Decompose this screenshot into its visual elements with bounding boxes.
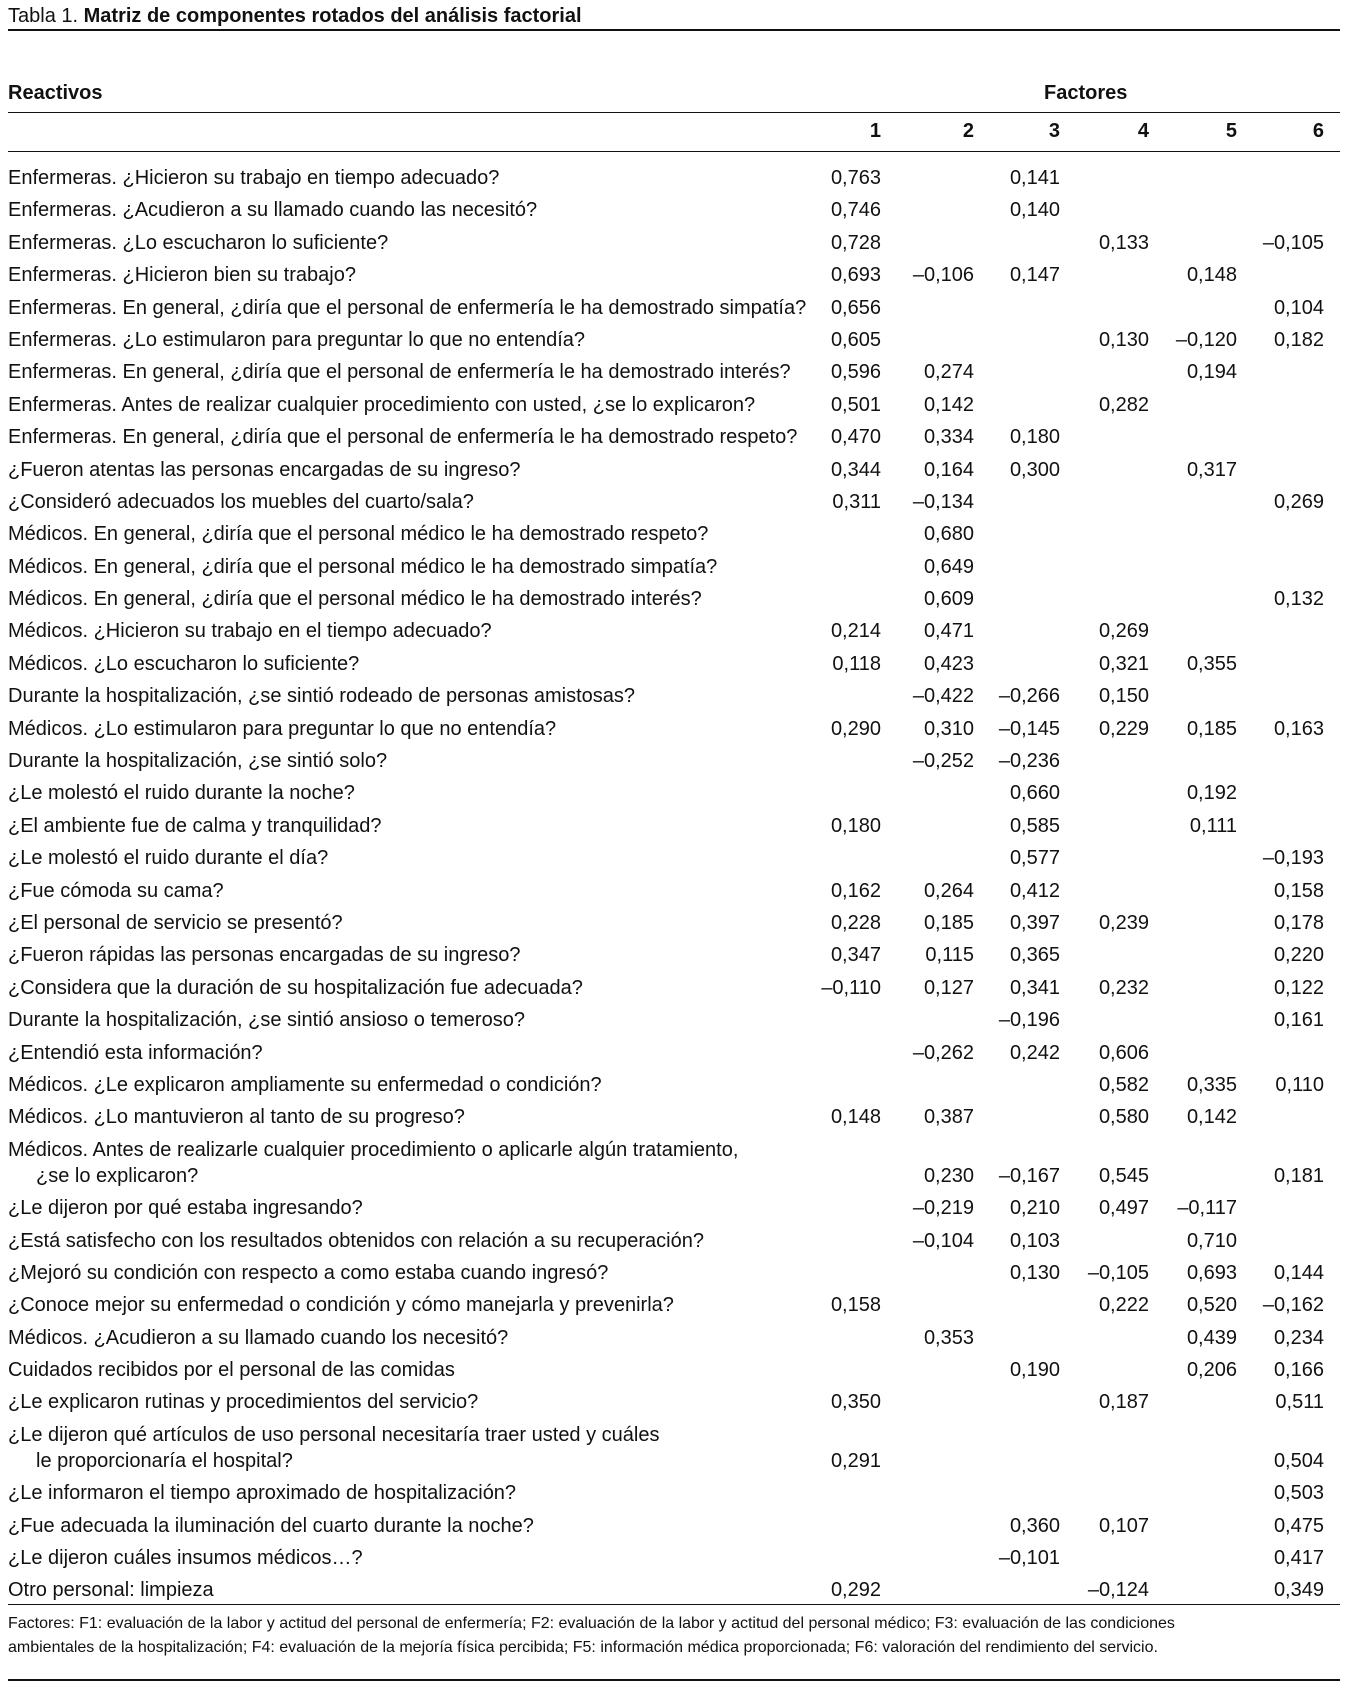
loading-f6: 0,349 [1273, 1579, 1324, 1602]
loading-f3: 0,300 [1009, 458, 1060, 481]
table-row [8, 324, 1340, 356]
loading-f6: 0,220 [1273, 944, 1324, 967]
row-label [8, 259, 356, 291]
loading-f1: 0,158 [830, 1294, 881, 1317]
row-label [8, 1510, 534, 1542]
table-row [8, 1225, 1340, 1257]
loading-f6: 0,503 [1273, 1482, 1324, 1505]
row-label-text: Médicos. ¿Lo estimularon para preguntar lo que no entendía? [8, 717, 557, 740]
table-row [8, 939, 1340, 971]
loading-f6: 0,122 [1273, 976, 1324, 999]
loading-f1: 0,605 [830, 328, 881, 351]
loading-f6: –0,105 [1262, 231, 1324, 254]
row-label-text: Durante la hospitalización, ¿se sintió rodeado de personas amistosas? [8, 685, 636, 708]
loading-f2: 0,609 [923, 588, 974, 611]
table-row [8, 1510, 1340, 1542]
loading-f3: 0,103 [1009, 1229, 1060, 1252]
loading-f3: 0,180 [1009, 426, 1060, 449]
table-row [8, 615, 1340, 647]
row-label-text: ¿Fueron rápidas las personas encargadas de su ingreso? [8, 944, 521, 967]
row-label-text: Durante la hospitalización, ¿se sintió solo? [8, 750, 388, 773]
loading-f1: 0,746 [830, 199, 881, 222]
table-row [8, 777, 1340, 809]
factors-header: Factores [1044, 82, 1128, 104]
loading-f1: –0,110 [821, 976, 881, 999]
factor-number-6: 6 [1312, 120, 1324, 142]
loading-f3: –0,101 [998, 1547, 1060, 1570]
loading-f5: 0,142 [1186, 1106, 1237, 1129]
loading-f6: 0,417 [1273, 1547, 1324, 1570]
items-header: Reactivos [8, 82, 103, 104]
row-label-text: ¿Conoce mejor su enfermedad o condición y cómo manejarla y prevenirla? [8, 1294, 674, 1317]
row-label-text: Médicos. ¿Lo escucharon lo suficiente? [8, 652, 360, 675]
loading-f6: 0,504 [1273, 1449, 1324, 1472]
factor-number-1: 1 [869, 120, 881, 142]
row-label-text: Durante la hospitalización, ¿se sintió ansioso o temeroso? [8, 1009, 525, 1032]
loading-f3: 0,397 [1009, 911, 1060, 934]
loading-f5: 0,185 [1186, 717, 1237, 740]
loading-f3: 0,360 [1009, 1514, 1060, 1537]
row-label [8, 1225, 704, 1257]
row-label [8, 713, 556, 745]
loading-f2: 0,649 [923, 555, 974, 578]
loading-f4: 0,321 [1098, 652, 1149, 675]
loading-f4: 0,187 [1098, 1391, 1149, 1414]
table-row [8, 551, 1340, 583]
loading-f5: 0,317 [1186, 458, 1237, 481]
row-label [8, 421, 797, 453]
row-label-text: ¿El personal de servicio se presentó? [8, 911, 343, 934]
table-row [8, 972, 1340, 1004]
table-row [8, 1134, 1340, 1192]
loading-f4: 0,130 [1098, 328, 1149, 351]
row-label-text: ¿Le molestó el ruido durante la noche? [8, 782, 355, 805]
loading-f1: 0,728 [830, 231, 881, 254]
table-row [8, 259, 1340, 291]
loading-f4: 0,497 [1098, 1197, 1149, 1220]
loading-f2: 0,680 [923, 523, 974, 546]
loading-f1: 0,214 [830, 620, 881, 643]
loading-f4: 0,582 [1098, 1073, 1149, 1096]
loading-f3: 0,140 [1009, 199, 1060, 222]
row-label [8, 1289, 674, 1321]
loading-f1: 0,350 [830, 1391, 881, 1414]
table-row [8, 1574, 1340, 1606]
row-label [8, 1137, 738, 1189]
loading-f1: 0,693 [830, 264, 881, 287]
table-row [8, 1004, 1340, 1036]
row-label [8, 1422, 659, 1474]
table-row [8, 1322, 1340, 1354]
loading-f4: –0,124 [1087, 1579, 1149, 1602]
table-row [8, 907, 1340, 939]
table-row [8, 194, 1340, 226]
row-label-text: Enfermeras. En general, ¿diría que el personal de enfermería le ha demostrado interés? [8, 361, 791, 384]
caption-title: Matriz de componentes rotados del análisis factorial [83, 5, 582, 27]
loading-f5: 0,693 [1186, 1261, 1237, 1284]
loading-f4: 0,269 [1098, 620, 1149, 643]
loading-f3: 0,577 [1009, 847, 1060, 870]
loading-f6: 0,475 [1273, 1514, 1324, 1537]
loading-f5: 0,710 [1186, 1229, 1237, 1252]
loading-f2: 0,353 [923, 1326, 974, 1349]
loading-f2: –0,262 [912, 1041, 974, 1064]
loading-f1: 0,162 [830, 879, 881, 902]
loading-f1: 0,148 [830, 1106, 881, 1129]
row-label-text: ¿Consideró adecuados los muebles del cuarto/sala? [8, 490, 474, 513]
row-label-text: Médicos. En general, ¿diría que el personal médico le ha demostrado simpatía? [8, 555, 718, 578]
table-row [8, 227, 1340, 259]
loading-f6: –0,162 [1262, 1294, 1324, 1317]
table-body [8, 162, 1340, 1607]
row-label [8, 1069, 602, 1101]
row-label [8, 745, 387, 777]
factor-number-3: 3 [1048, 120, 1060, 142]
loading-f2: 0,264 [923, 879, 974, 902]
row-label-text: Enfermeras. Antes de realizar cualquier procedimiento con usted, ¿se lo explicaron? [8, 393, 756, 416]
loading-f5: 0,355 [1186, 652, 1237, 675]
loading-f6: 0,163 [1273, 717, 1324, 740]
loading-f4: 0,107 [1098, 1514, 1149, 1537]
factor-number-5: 5 [1225, 120, 1237, 142]
loading-f1: 0,228 [830, 911, 881, 934]
loading-f6: –0,193 [1262, 847, 1324, 870]
loading-f3: 0,147 [1009, 264, 1060, 287]
row-label [8, 875, 224, 907]
loading-f2: 0,230 [923, 1164, 974, 1187]
table-row [8, 389, 1340, 421]
loading-f6: 0,110 [1275, 1073, 1324, 1096]
row-label [8, 939, 521, 971]
loading-f3: 0,585 [1009, 814, 1060, 837]
loading-f3: –0,236 [998, 750, 1060, 773]
table-row [8, 1101, 1340, 1133]
table-row [8, 292, 1340, 324]
loading-f3: 0,412 [1009, 879, 1060, 902]
loading-f2: 0,423 [923, 652, 974, 675]
loading-f2: –0,104 [912, 1229, 974, 1252]
row-label [8, 1037, 263, 1069]
row-label [8, 356, 791, 388]
table-row [8, 648, 1340, 680]
header-rule [8, 112, 1340, 113]
loading-f4: 0,580 [1098, 1106, 1149, 1129]
row-label-text: ¿Fue cómoda su cama? [8, 879, 224, 902]
loading-f1: 0,291 [830, 1449, 881, 1472]
row-label-text: Médicos. Antes de realizarle cualquier procedimiento o aplicarle algún tratamiento, [8, 1138, 739, 1161]
loading-f5: 0,439 [1186, 1326, 1237, 1349]
row-label [8, 292, 806, 324]
loading-f1: 0,344 [830, 458, 881, 481]
row-label [8, 1322, 508, 1354]
loading-f1: 0,311 [832, 490, 881, 513]
row-label [8, 1574, 214, 1606]
row-label-text: ¿El ambiente fue de calma y tranquilidad? [8, 814, 382, 837]
loading-f3: 0,660 [1009, 782, 1060, 805]
row-label [8, 1354, 455, 1386]
loading-f6: 0,158 [1273, 879, 1324, 902]
loading-f1: 0,763 [830, 167, 881, 189]
table-row [8, 1192, 1340, 1224]
loading-f1: 0,501 [830, 393, 881, 416]
row-label [8, 1386, 478, 1418]
row-label-text: ¿Fueron atentas las personas encargadas de su ingreso? [8, 458, 521, 481]
table-row [8, 1289, 1340, 1321]
row-label-text: ¿Le informaron el tiempo aproximado de hospitalización? [8, 1482, 517, 1505]
table-row [8, 518, 1340, 550]
loading-f1: 0,347 [830, 944, 881, 967]
row-label-text: Médicos. ¿Lo mantuvieron al tanto de su progreso? [8, 1106, 465, 1129]
loading-f5: 0,335 [1186, 1073, 1237, 1096]
row-label [8, 162, 499, 194]
table-row [8, 1419, 1340, 1477]
row-label [8, 810, 382, 842]
row-label [8, 194, 537, 226]
row-label-text: Enfermeras. ¿Lo escucharon lo suficiente? [8, 231, 389, 254]
loading-f4: –0,105 [1087, 1261, 1149, 1284]
row-label-text: Cuidados recibidos por el personal de las comidas [8, 1359, 455, 1382]
loading-f5: 0,520 [1186, 1294, 1237, 1317]
row-label-text: ¿Le dijeron qué artículos de uso personal necesitaría traer usted y cuáles [8, 1423, 660, 1446]
row-label-continuation: le proporcionaría el hospital? [36, 1449, 293, 1472]
row-label-text: Enfermeras. En general, ¿diría que el personal de enfermería le ha demostrado respeto? [8, 426, 798, 449]
loading-f5: 0,111 [1189, 814, 1237, 837]
loading-f2: 0,164 [923, 458, 974, 481]
loading-f5: 0,206 [1186, 1359, 1237, 1382]
row-label [8, 486, 474, 518]
loading-f5: –0,120 [1175, 328, 1237, 351]
row-label-text: Médicos. ¿Acudieron a su llamado cuando los necesitó? [8, 1326, 509, 1349]
row-label-text: ¿Está satisfecho con los resultados obtenidos con relación a su recuperación? [8, 1229, 704, 1252]
loading-f2: 0,142 [923, 393, 974, 416]
loading-f3: 0,130 [1009, 1261, 1060, 1284]
loading-f3: 0,141 [1009, 167, 1060, 189]
loading-f2: –0,219 [912, 1197, 974, 1220]
row-label [8, 1257, 608, 1289]
table-row [8, 162, 1340, 194]
row-label-text: ¿Le dijeron por qué estaba ingresando? [8, 1197, 363, 1220]
row-label-text: ¿Mejoró su condición con respecto a como estaba cuando ingresó? [8, 1261, 609, 1284]
table-row [8, 1542, 1340, 1574]
table-row [8, 810, 1340, 842]
row-label [8, 615, 492, 647]
top-rule [8, 29, 1340, 31]
loading-f4: 0,606 [1098, 1041, 1149, 1064]
row-label-text: ¿Fue adecuada la iluminación del cuarto durante la noche? [8, 1514, 534, 1537]
row-label-text: ¿Entendió esta información? [8, 1041, 263, 1064]
loading-f2: –0,252 [912, 750, 974, 773]
row-label [8, 680, 635, 712]
row-label [8, 1477, 516, 1509]
loading-f6: 0,234 [1273, 1326, 1324, 1349]
footnote-line-2: ambientales de la hospitalización; F4: evaluación de la mejoría física percibida; F5: información médica proporcionada; F6: valoración del rendimiento del servicio. [8, 1639, 1158, 1656]
row-label [8, 389, 755, 421]
row-label-text: Médicos. En general, ¿diría que el personal médico le ha demostrado respeto? [8, 523, 709, 546]
loading-f2: 0,310 [923, 717, 974, 740]
row-label [8, 972, 583, 1004]
table-row [8, 875, 1340, 907]
loading-f3: 0,341 [1009, 976, 1060, 999]
loading-f2: –0,422 [912, 685, 974, 708]
loading-f1: 0,290 [830, 717, 881, 740]
loading-f6: 0,132 [1273, 588, 1324, 611]
row-label-text: Médicos. En general, ¿diría que el personal médico le ha demostrado interés? [8, 588, 702, 611]
loading-f4: 0,282 [1098, 393, 1149, 416]
row-label-text: Médicos. ¿Hicieron su trabajo en el tiempo adecuado? [8, 620, 492, 643]
loading-f1: 0,180 [830, 814, 881, 837]
loading-f4: 0,133 [1098, 231, 1149, 254]
bottom-rule [8, 1604, 1340, 1605]
row-label [8, 454, 521, 486]
row-label [8, 1542, 363, 1574]
loading-f1: 0,656 [830, 296, 881, 319]
subheader-rule [8, 151, 1340, 152]
loading-f3: 0,190 [1009, 1359, 1060, 1382]
table-footnote [8, 1612, 1340, 1660]
table-row [8, 1477, 1340, 1509]
footer-rule [8, 1679, 1340, 1681]
table-row [8, 1069, 1340, 1101]
table-row [8, 745, 1340, 777]
loading-f5: 0,192 [1186, 782, 1237, 805]
row-label [8, 1101, 465, 1133]
footnote-line-1: Factores: F1: evaluación de la labor y actitud del personal de enfermería; F2: evaluación de la labor y actitud del personal médico; F3: evaluación de las condiciones [8, 1615, 1175, 1632]
loading-f6: 0,269 [1273, 490, 1324, 513]
loading-f3: –0,266 [998, 685, 1060, 708]
table-row [8, 421, 1340, 453]
table-row [8, 1386, 1340, 1418]
loading-f2: 0,115 [925, 944, 974, 967]
loading-f3: 0,365 [1009, 944, 1060, 967]
loading-f6: 0,166 [1273, 1359, 1324, 1382]
loading-f6: 0,178 [1273, 911, 1324, 934]
loading-f6: 0,511 [1275, 1391, 1324, 1414]
row-label [8, 777, 355, 809]
row-label-text: Enfermeras. ¿Lo estimularon para preguntar lo que no entendía? [8, 328, 586, 351]
loading-f2: 0,274 [923, 361, 974, 384]
row-label [8, 1192, 363, 1224]
loading-f5: 0,194 [1186, 361, 1237, 384]
loading-f4: 0,150 [1098, 685, 1149, 708]
loading-f2: –0,134 [912, 490, 974, 513]
row-label-text: Enfermeras. ¿Hicieron bien su trabajo? [8, 264, 356, 287]
row-label [8, 1004, 525, 1036]
row-label-text: Enfermeras. ¿Acudieron a su llamado cuando las necesitó? [8, 199, 538, 222]
loading-f4: 0,222 [1098, 1294, 1149, 1317]
loading-f3: 0,242 [1009, 1041, 1060, 1064]
row-label-continuation: ¿se lo explicaron? [36, 1164, 199, 1187]
loading-f1: 0,118 [832, 652, 881, 675]
row-label [8, 518, 708, 550]
loading-f4: 0,232 [1098, 976, 1149, 999]
loading-f6: 0,181 [1273, 1164, 1324, 1187]
loading-f6: 0,161 [1273, 1009, 1324, 1032]
loading-f6: 0,144 [1273, 1261, 1324, 1284]
table-row [8, 1354, 1340, 1386]
loading-f3: 0,210 [1009, 1197, 1060, 1220]
table-caption [8, 3, 582, 29]
caption-prefix: Tabla 1. [8, 5, 79, 27]
loading-f3: –0,167 [998, 1164, 1060, 1187]
row-label-text: Enfermeras. En general, ¿diría que el personal de enfermería le ha demostrado simpatía? [8, 296, 807, 319]
loading-f2: 0,127 [923, 976, 974, 999]
loading-f1: 0,596 [830, 361, 881, 384]
loading-f5: 0,148 [1186, 264, 1237, 287]
row-label-text: ¿Le dijeron cuáles insumos médicos…? [8, 1547, 363, 1570]
table-row [8, 356, 1340, 388]
row-label [8, 907, 343, 939]
row-label [8, 551, 717, 583]
loading-f1: 0,292 [830, 1579, 881, 1602]
row-label-text: ¿Le molestó el ruido durante el día? [8, 847, 329, 870]
table-row [8, 713, 1340, 745]
loading-f3: –0,145 [998, 717, 1060, 740]
row-label [8, 583, 702, 615]
row-label-text: Enfermeras. ¿Hicieron su trabajo en tiempo adecuado? [8, 167, 500, 189]
table-row [8, 842, 1340, 874]
loading-f2: 0,387 [923, 1106, 974, 1129]
loading-f2: 0,334 [923, 426, 974, 449]
row-label [8, 842, 328, 874]
factor-number-4: 4 [1137, 120, 1149, 142]
table-row [8, 583, 1340, 615]
row-label [8, 324, 585, 356]
loading-f4: 0,229 [1098, 717, 1149, 740]
loading-f6: 0,104 [1273, 296, 1324, 319]
table-row [8, 1037, 1340, 1069]
table-row [8, 680, 1340, 712]
row-label-text: Otro personal: limpieza [8, 1579, 214, 1602]
loading-f4: 0,239 [1098, 911, 1149, 934]
row-label-text: ¿Le explicaron rutinas y procedimientos del servicio? [8, 1391, 479, 1414]
row-label-text: Médicos. ¿Le explicaron ampliamente su enfermedad o condición? [8, 1073, 602, 1096]
table-row [8, 486, 1340, 518]
loading-f1: 0,470 [830, 426, 881, 449]
loading-f4: 0,545 [1098, 1164, 1149, 1187]
loading-f5: –0,117 [1177, 1197, 1237, 1220]
loading-f2: –0,106 [912, 264, 974, 287]
factor-number-2: 2 [962, 120, 974, 142]
loading-f2: 0,185 [923, 911, 974, 934]
loading-f3: –0,196 [998, 1009, 1060, 1032]
loading-f2: 0,471 [923, 620, 974, 643]
row-label [8, 648, 359, 680]
loading-f6: 0,182 [1273, 328, 1324, 351]
row-label-text: ¿Considera que la duración de su hospitalización fue adecuada? [8, 976, 583, 999]
table-row [8, 1257, 1340, 1289]
table-row [8, 454, 1340, 486]
row-label [8, 227, 388, 259]
